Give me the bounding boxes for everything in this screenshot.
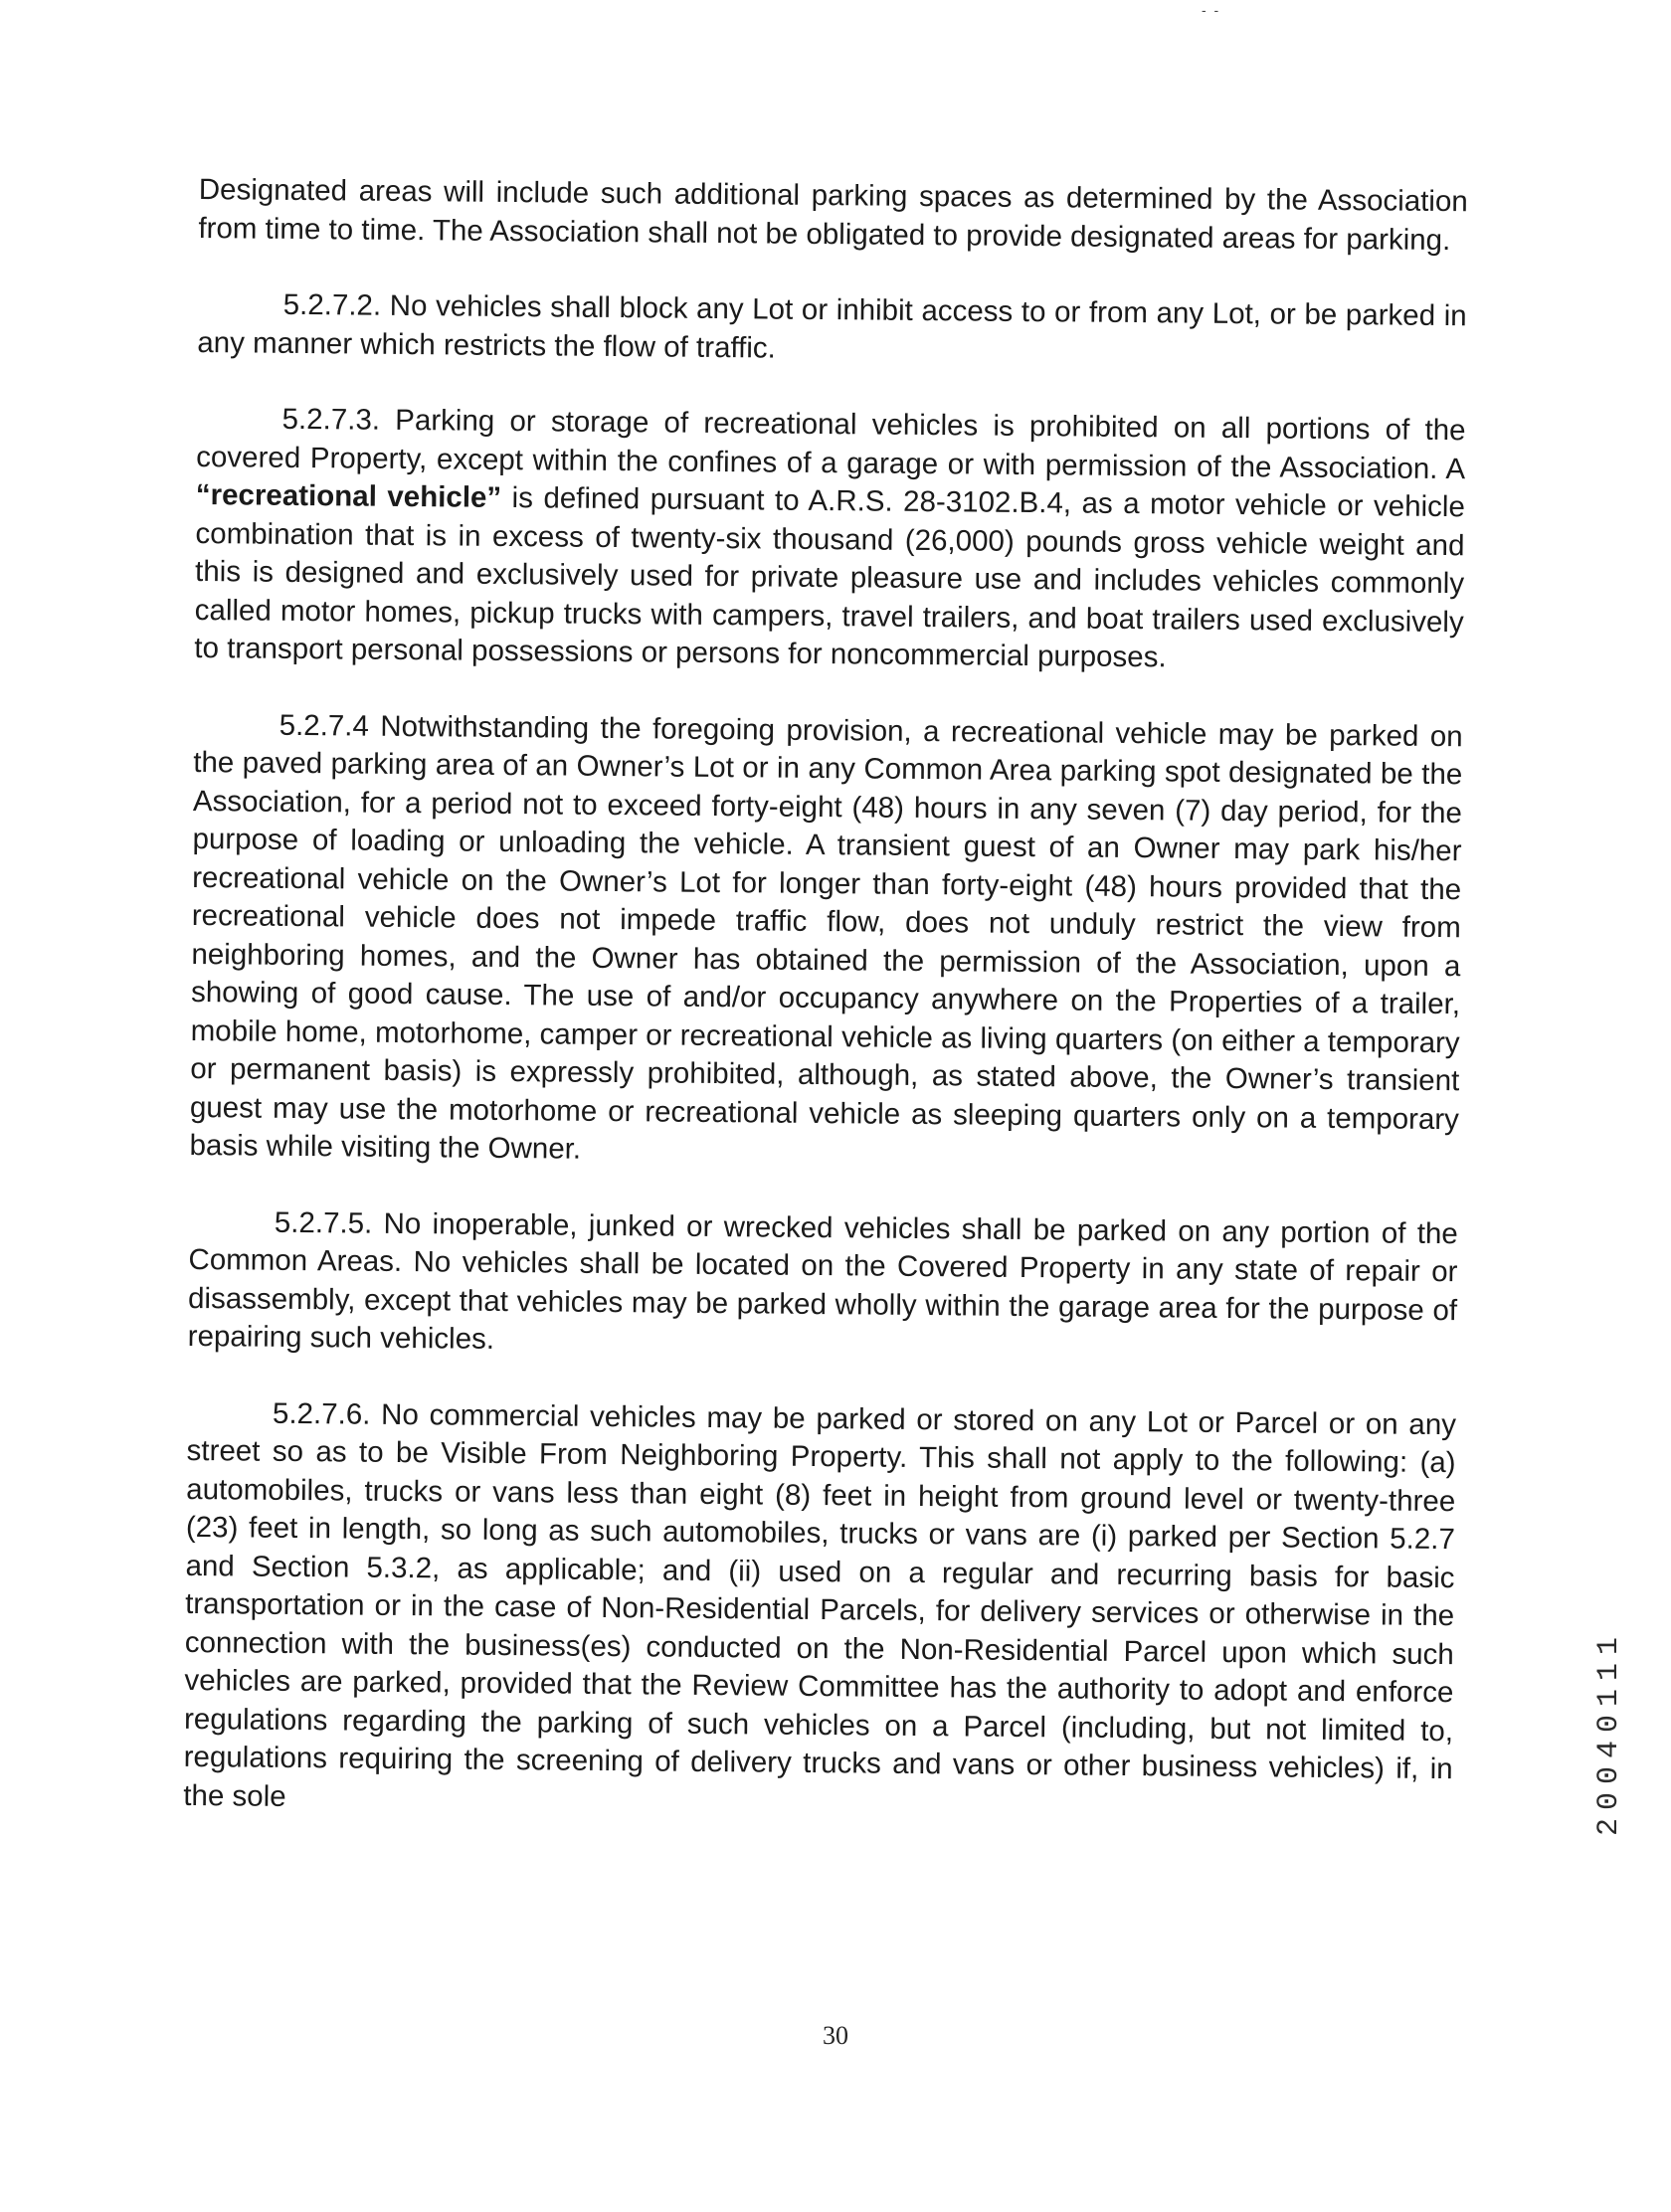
recording-stamp — [1589, 1564, 1629, 1902]
paragraph-5-2-7-2: 5.2.7.2. No vehicles shall block any Lot or inhibit access to or from any Lot, or be parked in any manner which restricts the flow of traffic. — [197, 287, 1467, 365]
recording-stamp-number: 20040111 — [1592, 1628, 1626, 1837]
scan-mark: - - — [1202, 2, 1221, 18]
paragraph-5-2-7-3-start: 5.2.7.3. Parking or storage of recreational vehicles is prohibited on all portions of the covered Property, except within the confines of a garage or with permission of the Association. A — [196, 402, 1466, 485]
paragraph-5-2-7-6: 5.2.7.6. No commercial vehicles may be parked or stored on any Lot or Parcel or on any street so as to be Visible From Neighboring Property. This shall not apply to the following: (a) automobiles, trucks or vans less than eight (8) feet in height from ground level or twenty-three (23) feet in length, so long as such automobiles, trucks or vans are (i) parked per Section 5.2.7 and Section 5.3.2, as applicable; and (ii) used on a regular and recurring basis for basic transportation or in the case of Non-Residential Parcels, for delivery services or otherwise in the connection with the business(es) conducted on the Non-Residential Parcel upon which such vehicles are parked, provided that the Review Committee has the authority to adopt and enforce regulations regarding the parking of such vehicles on a Parcel (including, but not limited to, regulations requiring the screening of delivery trucks and vans or other business vehicles) if, in the sole — [183, 1396, 1457, 1813]
defined-term-recreational-vehicle: “recreational vehicle” — [195, 477, 502, 514]
body-text — [183, 171, 1468, 1865]
paragraph-5-2-7-4: 5.2.7.4 Notwithstanding the foregoing provision, a recreational vehicle may be parked on the paved parking area of an Owner’s Lot or in any Common Area parking spot designated be the Association, for a period not to exceed forty-eight (48) hours in any seven (7) day period, for the purpose of loading or unloading the vehicle. A transient guest of an Owner may park his/her recreational vehicle on the Owner’s Lot for longer than forty-eight (48) hours provided that the recreational vehicle does not impede traffic flow, does not unduly restrict the view from neighboring homes, and the Owner has obtained the permission of the Association, upon a showing of good cause. The use of and/or occupancy anywhere on the Properties of a trailer, mobile home, motorhome, camper or recreational vehicle as living quarters (on either a temporary or permanent basis) is expressly prohibited, although, as stated above, the Owner’s transient guest may use the motorhome or recreational vehicle as sleeping quarters only on a temporary basis while visiting the Owner. — [189, 708, 1463, 1166]
page-number: 30 — [823, 2021, 848, 2050]
paragraph-5-2-7-3 — [194, 400, 1466, 680]
paragraph-designated-areas: Designated areas will include such additional parking spaces as determined by the Association from time to time. The Association shall not be obligated to provide designated areas for parking. — [198, 172, 1468, 257]
paragraph-5-2-7-5: 5.2.7.5. No inoperable, junked or wrecked vehicles shall be parked on any portion of the Common Areas. No vehicles shall be located on the Covered Property in any state of repair or disassembly, except that vehicles may be parked wholly within the garage area for the purpose of repairing such vehicles. — [187, 1205, 1458, 1356]
paragraph-5-2-7-3-end: is defined pursuant to A.R.S. 28-3102.B.4, as a motor vehicle or vehicle combination that is in excess of twenty-six thousand (26,000) pounds gross vehicle weight and this is designed and exclusively used for private pleasure use and includes vehicles commonly called motor homes, pickup trucks with campers, travel trailers, and boat trailers used exclusively to transport personal possessions or persons for noncommercial purposes. — [194, 480, 1465, 674]
